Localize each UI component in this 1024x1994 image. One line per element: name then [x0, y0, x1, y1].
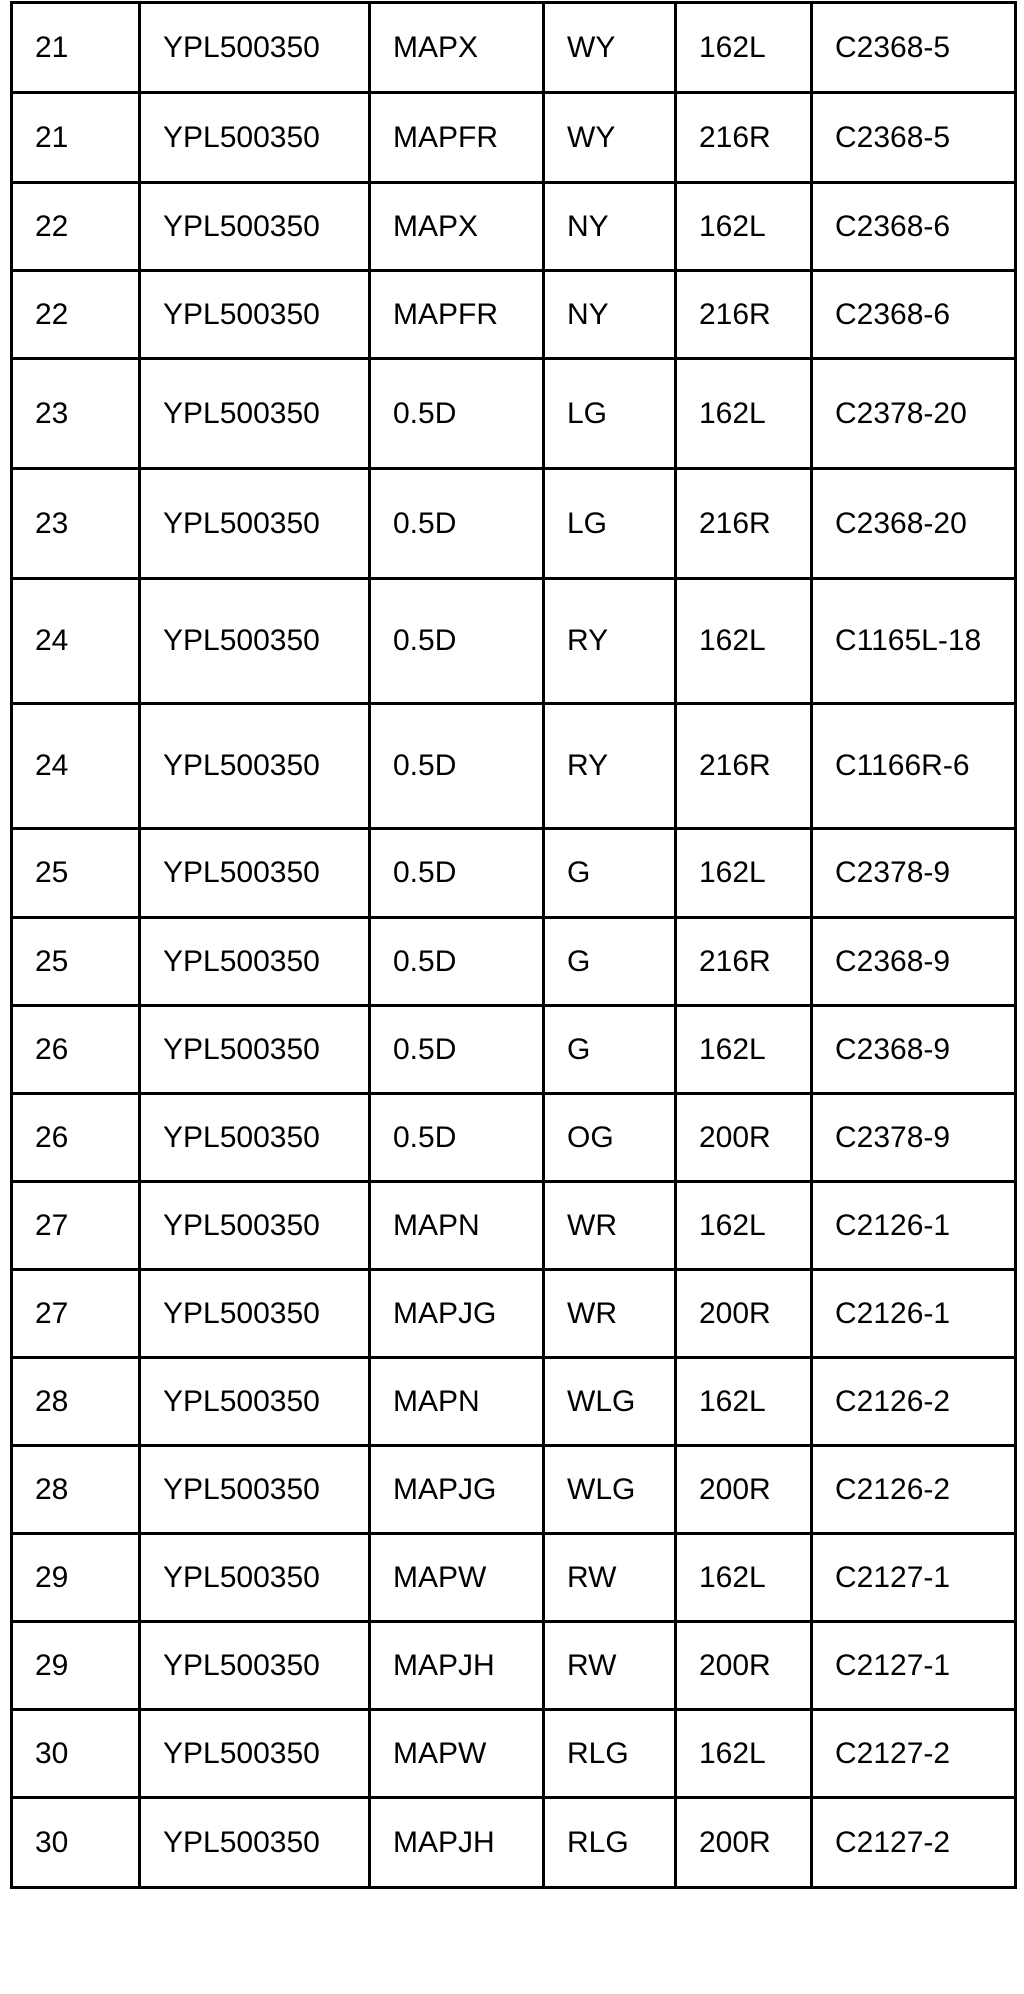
cell-code: LG: [544, 469, 676, 579]
table-row: [12, 183, 1016, 271]
cell-reference: C2368-9: [812, 1006, 1016, 1094]
cell-position: 162L: [676, 1182, 812, 1270]
cell-reference: C1165L-18: [812, 579, 1016, 704]
table-row: [12, 1270, 1016, 1358]
table-row: [12, 93, 1016, 183]
cell-code: NY: [544, 183, 676, 271]
cell-number: 23: [12, 469, 140, 579]
cell-reference: C2368-5: [812, 3, 1016, 93]
cell-position: 162L: [676, 579, 812, 704]
table-row: [12, 918, 1016, 1006]
cell-position: 200R: [676, 1094, 812, 1182]
table-row: [12, 1446, 1016, 1534]
cell-position: 200R: [676, 1270, 812, 1358]
cell-part: YPL500350: [140, 1270, 370, 1358]
cell-position: 200R: [676, 1446, 812, 1534]
table-row: [12, 1006, 1016, 1094]
cell-number: 29: [12, 1534, 140, 1622]
cell-code: RLG: [544, 1710, 676, 1798]
cell-part: YPL500350: [140, 579, 370, 704]
cell-code: RW: [544, 1622, 676, 1710]
cell-reference: C2127-2: [812, 1710, 1016, 1798]
cell-number: 26: [12, 1094, 140, 1182]
cell-part: YPL500350: [140, 93, 370, 183]
cell-reference: C2368-6: [812, 271, 1016, 359]
cell-part: YPL500350: [140, 1358, 370, 1446]
table-row: [12, 1710, 1016, 1798]
cell-type: MAPX: [370, 3, 544, 93]
cell-position: 200R: [676, 1798, 812, 1888]
cell-position: 162L: [676, 1710, 812, 1798]
cell-type: 0.5D: [370, 829, 544, 918]
cell-type: MAPJH: [370, 1622, 544, 1710]
cell-code: RLG: [544, 1798, 676, 1888]
cell-reference: C1166R-6: [812, 704, 1016, 829]
cell-type: 0.5D: [370, 359, 544, 469]
cell-position: 162L: [676, 1534, 812, 1622]
cell-type: MAPN: [370, 1182, 544, 1270]
cell-code: G: [544, 829, 676, 918]
cell-type: MAPFR: [370, 271, 544, 359]
cell-reference: C2378-9: [812, 1094, 1016, 1182]
cell-number: 30: [12, 1798, 140, 1888]
cell-reference: C2127-2: [812, 1798, 1016, 1888]
table-row: [12, 271, 1016, 359]
cell-part: YPL500350: [140, 271, 370, 359]
table-row: [12, 1534, 1016, 1622]
cell-code: RY: [544, 704, 676, 829]
cell-part: YPL500350: [140, 1622, 370, 1710]
cell-type: MAPJG: [370, 1446, 544, 1534]
cell-number: 21: [12, 3, 140, 93]
cell-part: YPL500350: [140, 704, 370, 829]
table-row: [12, 829, 1016, 918]
cell-reference: C2127-1: [812, 1534, 1016, 1622]
cell-reference: C2378-9: [812, 829, 1016, 918]
cell-number: 23: [12, 359, 140, 469]
cell-position: 216R: [676, 918, 812, 1006]
cell-position: 162L: [676, 829, 812, 918]
cell-number: 28: [12, 1358, 140, 1446]
cell-reference: C2368-9: [812, 918, 1016, 1006]
cell-position: 216R: [676, 469, 812, 579]
cell-number: 27: [12, 1182, 140, 1270]
table-row: [12, 469, 1016, 579]
cell-code: RW: [544, 1534, 676, 1622]
cell-number: 26: [12, 1006, 140, 1094]
cell-number: 24: [12, 579, 140, 704]
cell-type: 0.5D: [370, 918, 544, 1006]
cell-number: 27: [12, 1270, 140, 1358]
table-row: [12, 359, 1016, 469]
cell-number: 29: [12, 1622, 140, 1710]
cell-code: G: [544, 918, 676, 1006]
cell-part: YPL500350: [140, 1446, 370, 1534]
cell-part: YPL500350: [140, 1710, 370, 1798]
cell-number: 21: [12, 93, 140, 183]
cell-position: 162L: [676, 359, 812, 469]
cell-reference: C2378-20: [812, 359, 1016, 469]
table-row: [12, 579, 1016, 704]
cell-part: YPL500350: [140, 359, 370, 469]
table-row: [12, 704, 1016, 829]
cell-number: 30: [12, 1710, 140, 1798]
table-row: [12, 1798, 1016, 1888]
cell-number: 28: [12, 1446, 140, 1534]
cell-type: MAPJG: [370, 1270, 544, 1358]
cell-code: NY: [544, 271, 676, 359]
cell-number: 25: [12, 918, 140, 1006]
cell-code: WY: [544, 3, 676, 93]
cell-position: 200R: [676, 1622, 812, 1710]
cell-part: YPL500350: [140, 183, 370, 271]
cell-position: 216R: [676, 271, 812, 359]
cell-part: YPL500350: [140, 469, 370, 579]
cell-number: 22: [12, 271, 140, 359]
cell-type: 0.5D: [370, 1094, 544, 1182]
cell-type: 0.5D: [370, 1006, 544, 1094]
cell-position: 162L: [676, 1358, 812, 1446]
table-row: [12, 1182, 1016, 1270]
cell-type: MAPW: [370, 1710, 544, 1798]
cell-type: MAPFR: [370, 93, 544, 183]
cell-number: 25: [12, 829, 140, 918]
cell-reference: C2126-2: [812, 1358, 1016, 1446]
cell-code: WLG: [544, 1358, 676, 1446]
cell-code: G: [544, 1006, 676, 1094]
cell-reference: C2368-6: [812, 183, 1016, 271]
cell-position: 162L: [676, 183, 812, 271]
table-row: [12, 1358, 1016, 1446]
cell-type: MAPX: [370, 183, 544, 271]
cell-part: YPL500350: [140, 3, 370, 93]
cell-reference: C2126-2: [812, 1446, 1016, 1534]
cell-reference: C2368-5: [812, 93, 1016, 183]
table-row: [12, 1622, 1016, 1710]
cell-code: WY: [544, 93, 676, 183]
cell-reference: C2368-20: [812, 469, 1016, 579]
cell-number: 24: [12, 704, 140, 829]
cell-part: YPL500350: [140, 829, 370, 918]
cell-code: OG: [544, 1094, 676, 1182]
cell-code: WLG: [544, 1446, 676, 1534]
cell-reference: C2126-1: [812, 1182, 1016, 1270]
cell-position: 216R: [676, 93, 812, 183]
cell-code: LG: [544, 359, 676, 469]
cell-type: MAPW: [370, 1534, 544, 1622]
cell-type: 0.5D: [370, 579, 544, 704]
cell-position: 162L: [676, 3, 812, 93]
cell-type: 0.5D: [370, 704, 544, 829]
cell-position: 162L: [676, 1006, 812, 1094]
cell-part: YPL500350: [140, 1182, 370, 1270]
data-table: [10, 1, 1017, 1889]
cell-part: YPL500350: [140, 1006, 370, 1094]
cell-number: 22: [12, 183, 140, 271]
cell-part: YPL500350: [140, 1094, 370, 1182]
cell-type: MAPN: [370, 1358, 544, 1446]
cell-reference: C2126-1: [812, 1270, 1016, 1358]
table-row: [12, 1094, 1016, 1182]
cell-part: YPL500350: [140, 1798, 370, 1888]
cell-part: YPL500350: [140, 918, 370, 1006]
cell-code: RY: [544, 579, 676, 704]
cell-type: 0.5D: [370, 469, 544, 579]
cell-type: MAPJH: [370, 1798, 544, 1888]
cell-code: WR: [544, 1270, 676, 1358]
cell-position: 216R: [676, 704, 812, 829]
table-row: [12, 3, 1016, 93]
cell-reference: C2127-1: [812, 1622, 1016, 1710]
cell-code: WR: [544, 1182, 676, 1270]
cell-part: YPL500350: [140, 1534, 370, 1622]
